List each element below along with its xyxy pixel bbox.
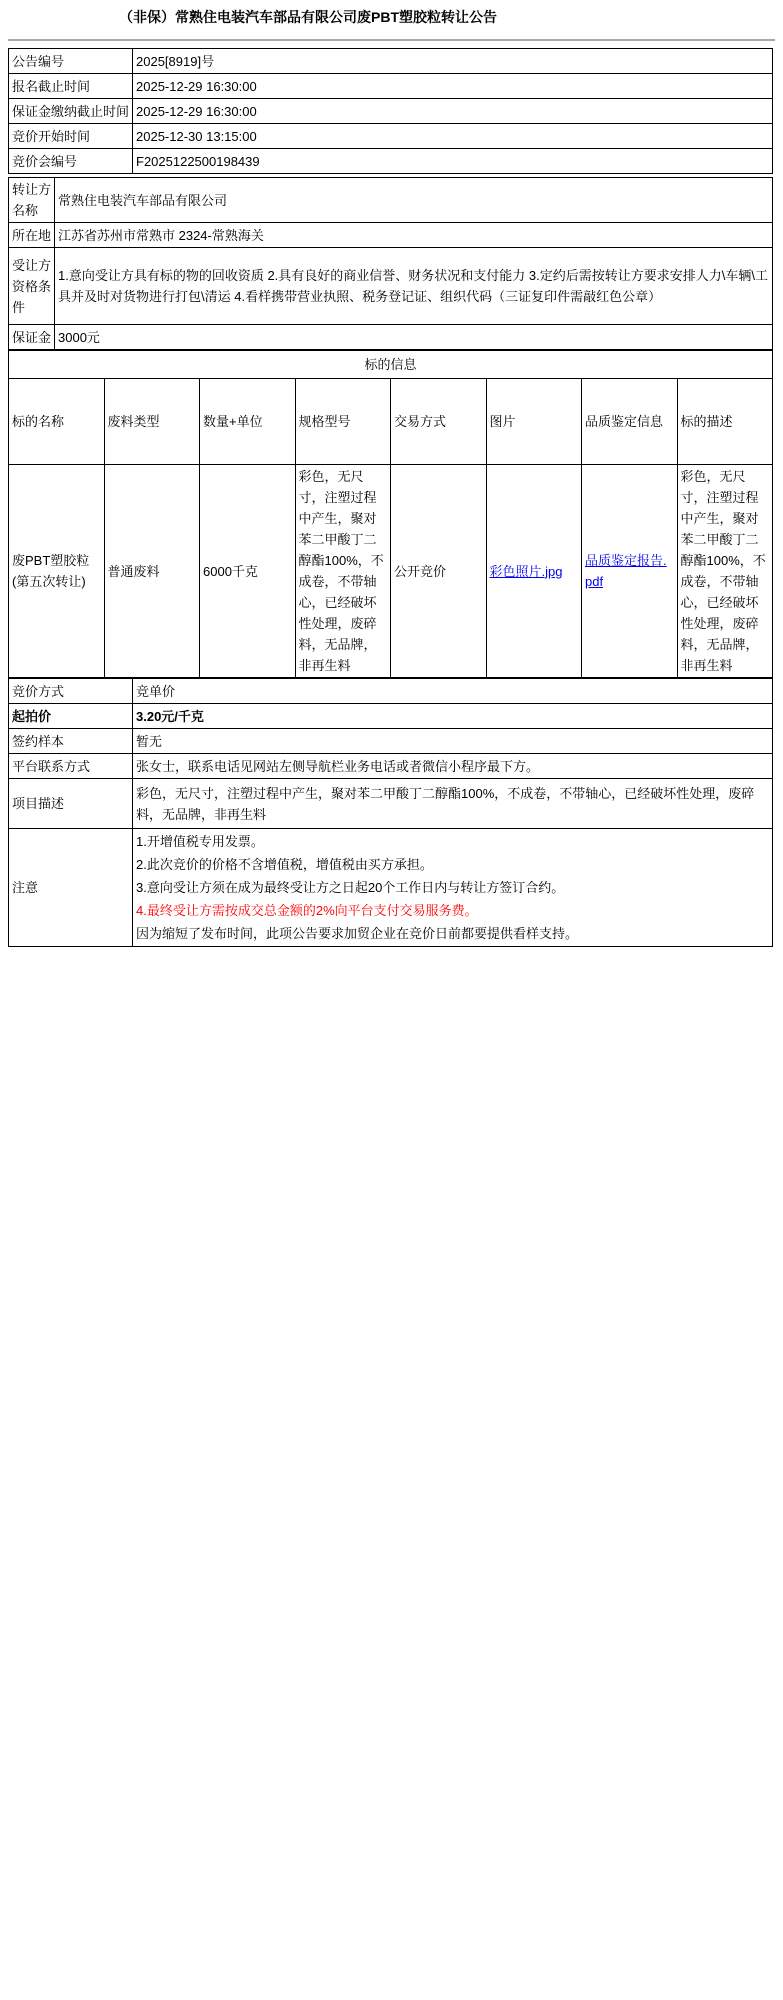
field-value: 2025-12-30 13:15:00	[133, 124, 773, 149]
field-value: 3000元	[55, 325, 773, 350]
column-header-photo: 图片	[486, 379, 582, 465]
field-label: 所在地	[9, 223, 55, 248]
announcement-no-row	[9, 49, 773, 74]
field-label: 转让方名称	[9, 178, 55, 223]
subject-name-cell: 废PBT塑胶粒(第五次转让)	[9, 465, 105, 678]
deposit-row	[9, 325, 773, 350]
field-value: 竞单价	[133, 679, 773, 704]
column-header-name: 标的名称	[9, 379, 105, 465]
field-label: 保证金缴纳截止时间	[9, 99, 133, 124]
notice-line-1: 1.开增值税专用发票。	[136, 834, 264, 849]
field-label: 保证金	[9, 325, 55, 350]
notice-line-3: 3.意向受让方须在成为最终受让方之日起20个工作日内与转让方签订合约。	[136, 880, 565, 895]
bidding-method-row	[9, 679, 773, 704]
field-label: 注意	[9, 829, 133, 947]
platform-contact-row	[9, 754, 773, 779]
deposit-deadline-row	[9, 99, 773, 124]
field-label: 公告编号	[9, 49, 133, 74]
notice-line-4-warning: 4.最终受让方需按成交总金额的2%向平台支付交易服务费。	[136, 903, 478, 918]
announcement-table	[8, 48, 773, 174]
field-label: 竞价开始时间	[9, 124, 133, 149]
field-label: 项目描述	[9, 779, 133, 829]
spec-cell: 彩色，无尺寸，注塑过程中产生，聚对苯二甲酸丁二醇酯100%，不成卷，不带轴心，已经破坏性处理，废碎料，无品牌，非再生料	[295, 465, 391, 678]
starting-price-row	[9, 704, 773, 729]
quality-report-link[interactable]: 品质鉴定报告.pdf	[585, 553, 667, 589]
field-value: 2025-12-29 16:30:00	[133, 74, 773, 99]
notice-line-5: 因为缩短了发布时间，此项公告要求加贸企业在竞价日前都要提供看样支持。	[136, 926, 579, 941]
subject-description-cell: 彩色，无尺寸，注塑过程中产生，聚对苯二甲酸丁二醇酯100%，不成卷，不带轴心，已经破坏性处理，废碎料，无品牌，非再生料	[677, 465, 773, 678]
field-label: 受让方资格条件	[9, 248, 55, 325]
column-header-description: 标的描述	[677, 379, 773, 465]
bidding-table	[8, 678, 773, 947]
trade-mode-cell: 公开竞价	[391, 465, 487, 678]
notice-line-2: 2.此次竞价的价格不含增值税，增值税由买方承担。	[136, 857, 433, 872]
field-value: 1.意向受让方具有标的物的回收资质 2.具有良好的商业信誉、财务状况和支付能力 3.定约后需按转让方要求安排人力\车辆\工具并及时对货物进行打包\清运 4.看样携带营业执照、税务登记证、组织代码（三证复印件需敲红色公章）	[55, 248, 773, 325]
title-divider	[8, 39, 775, 41]
field-value: 暂无	[133, 729, 773, 754]
subject-info-table	[8, 350, 773, 678]
photo-link[interactable]: 彩色照片.jpg	[489, 563, 563, 579]
waste-type-cell: 普通废料	[104, 465, 200, 678]
subject-section-header-row	[9, 351, 773, 379]
field-label: 竞价会编号	[9, 149, 133, 174]
bidding-session-no-row	[9, 149, 773, 174]
contract-sample-row	[9, 729, 773, 754]
project-description-row	[9, 779, 773, 829]
field-label: 签约样本	[9, 729, 133, 754]
location-row	[9, 223, 773, 248]
column-header-quantity-unit: 数量+单位	[200, 379, 296, 465]
page-title: （非保）常熟住电装汽车部品有限公司废PBT塑胶粒转让公告	[119, 9, 497, 25]
field-value: 3.20元/千克	[133, 704, 773, 729]
notice-content	[133, 829, 773, 947]
transferee-qualification-row	[9, 248, 773, 325]
bidding-start-row	[9, 124, 773, 149]
column-header-waste-type: 废料类型	[104, 379, 200, 465]
field-value: 彩色，无尺寸，注塑过程中产生，聚对苯二甲酸丁二醇酯100%，不成卷，不带轴心，已经破坏性处理，废碎料，无品牌，非再生料	[133, 779, 773, 829]
field-label: 平台联系方式	[9, 754, 133, 779]
column-header-trade-mode: 交易方式	[391, 379, 487, 465]
field-value: F2025122500198439	[133, 149, 773, 174]
subject-data-row	[9, 465, 773, 678]
quantity-unit-cell: 6000千克	[200, 465, 296, 678]
field-value: 江苏省苏州市常熟市 2324-常熟海关	[55, 223, 773, 248]
section-title: 标的信息	[9, 351, 773, 379]
field-value: 常熟住电装汽车部品有限公司	[55, 178, 773, 223]
signup-deadline-row	[9, 74, 773, 99]
field-label: 竞价方式	[9, 679, 133, 704]
field-label: 起拍价	[9, 704, 133, 729]
photo-cell	[486, 465, 582, 678]
notice-row	[9, 829, 773, 947]
transferor-table	[8, 177, 773, 350]
field-value: 2025-12-29 16:30:00	[133, 99, 773, 124]
column-header-quality-info: 品质鉴定信息	[582, 379, 678, 465]
quality-report-cell	[582, 465, 678, 678]
field-value: 2025[8919]号	[133, 49, 773, 74]
column-header-spec: 规格型号	[295, 379, 391, 465]
field-label: 报名截止时间	[9, 74, 133, 99]
subject-columns-row	[9, 379, 773, 465]
transferor-name-row	[9, 178, 773, 223]
field-value: 张女士，联系电话见网站左侧导航栏业务电话或者微信小程序最下方。	[133, 754, 773, 779]
